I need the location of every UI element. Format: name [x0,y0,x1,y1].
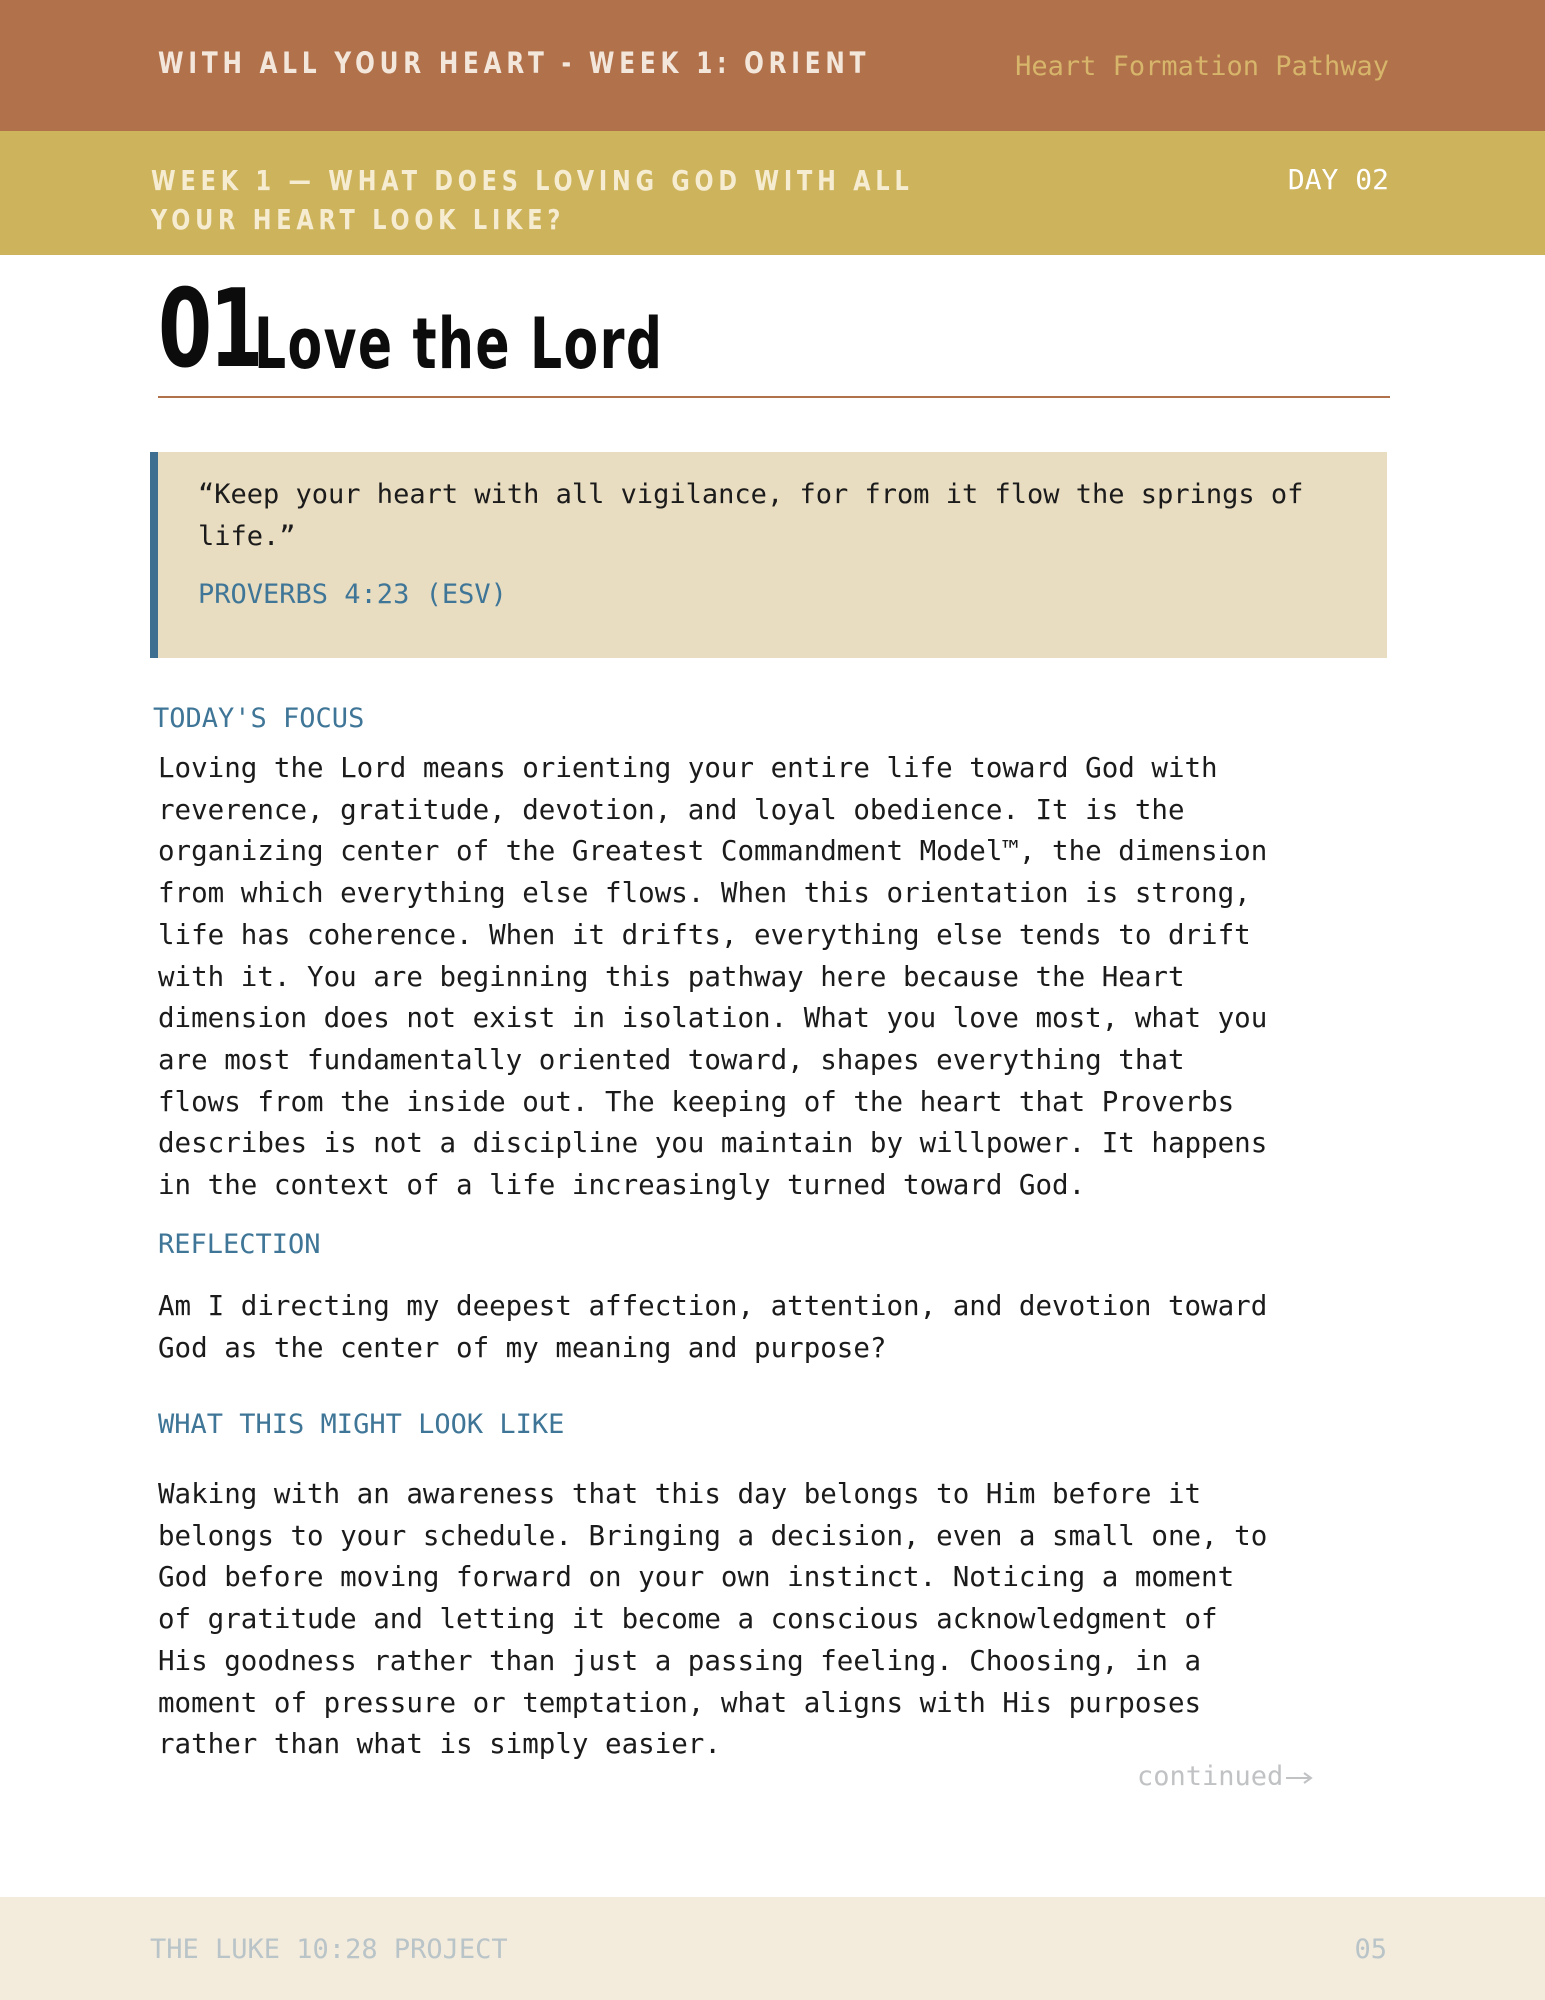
reflection-label: REFLECTION [158,1229,321,1260]
project-name: THE LUKE 10:28 PROJECT [150,1934,508,1965]
reflection-body: Am I directing my deepest affection, attention, and devotion toward God as the center of my meaning and purpose? [158,1290,1268,1364]
arrow-right-icon [1285,1762,1313,1793]
page-number: 05 [1354,1934,1387,1965]
continued-link[interactable] [1137,1761,1313,1793]
day-label: DAY 02 [1287,163,1389,196]
section-heading [158,267,1390,392]
focus-body: Loving the Lord means orienting your entire life toward God with reverence, gratitude, devotion, and loyal obedience. It is the organizing center of the Greatest Commandment Model™, the dimension from which everything else flows. When this orientation is strong, life has coherence. When it drifts, everything else tends to drift with it. You are beginning this pathway here because the Heart dimension does not exist in isolation. What you love most, what you are most fundamentally oriented toward, shapes everything that flows from the inside out. The keeping of the heart that Proverbs describes is not a discipline you maintain by willpower. It happens in the context of a life increasingly turned toward God. [158,752,1268,1202]
scripture-quote: “Keep your heart with all vigilance, for from it flow the springs of life.” [198,479,1304,552]
section-number: 01 [158,267,261,392]
looks-like-body: Waking with an awareness that this day belongs to Him before it belongs to your schedule. Bringing a decision, even a small one, to God before moving forward on your own instinct. Noticing a moment of gratitude and letting it become a conscious acknowledgment of His goodness rather than just a passing feeling. Choosing, in a moment of pressure or temptation, what aligns with His purposes rather than what is simply easier. [158,1478,1268,1761]
continued-label: continued [1137,1761,1284,1792]
page-footer [0,1897,1545,2000]
header-title: WITH ALL YOUR HEART - WEEK 1: ORIENT [158,46,871,80]
scripture-quote-box [150,452,1387,658]
page-header [0,0,1545,131]
week-banner [0,131,1545,255]
week-title: WEEK 1 — WHAT DOES LOVING GOD WITH ALL YOUR HEART LOOK LIKE? [151,164,914,236]
heading-divider [158,396,1390,398]
pathway-label: Heart Formation Pathway [1015,51,1389,82]
focus-label: TODAY'S FOCUS [153,703,365,734]
section-title: Love the Lord [254,303,664,385]
looks-like-label: WHAT THIS MIGHT LOOK LIKE [158,1409,565,1440]
scripture-reference: PROVERBS 4:23 (ESV) [198,579,507,610]
